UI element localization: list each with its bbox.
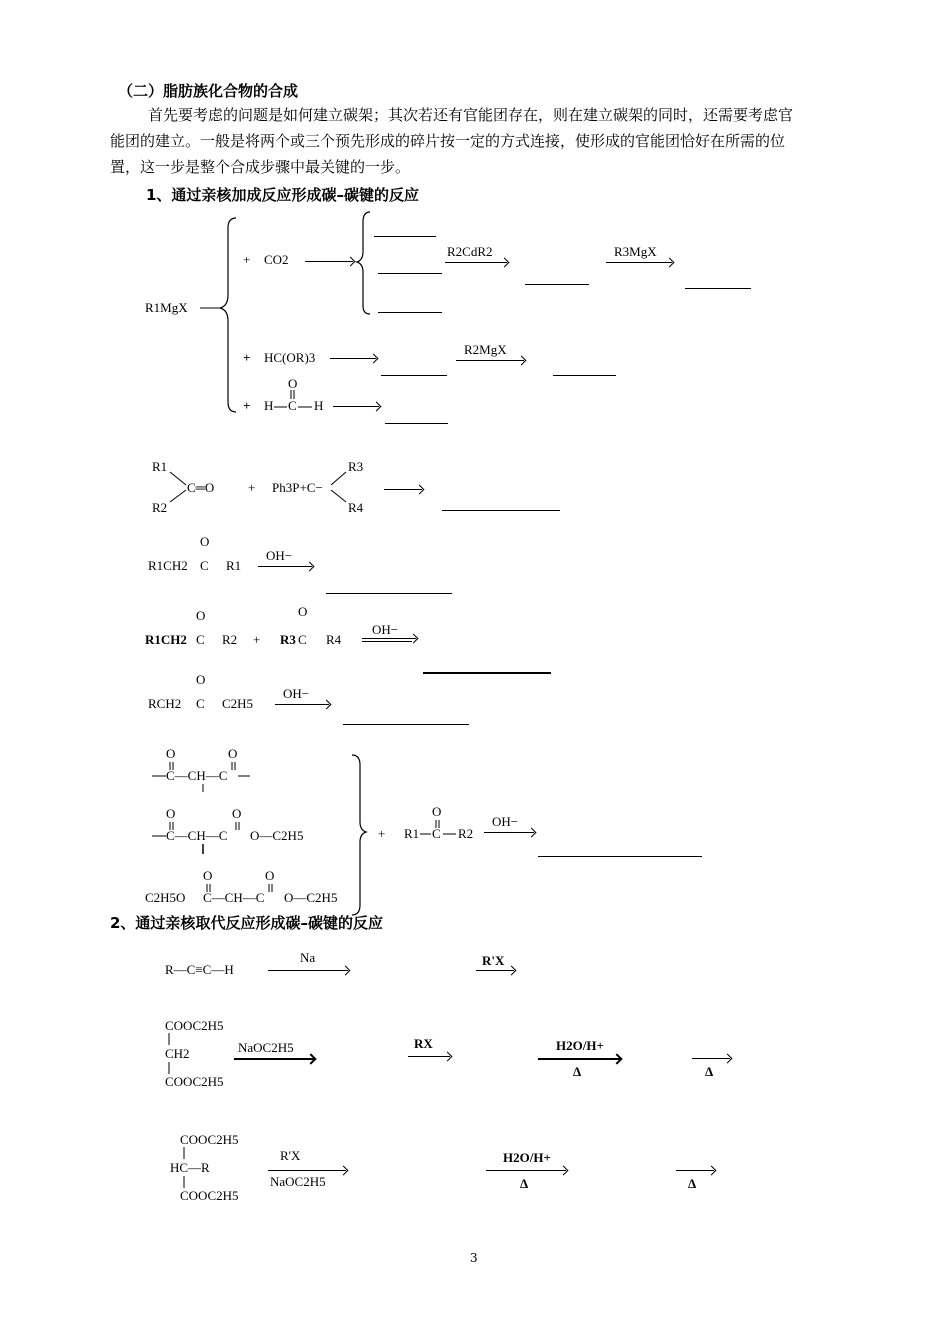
r1mgx-reagent: R1MgX <box>145 300 188 315</box>
malonic2-cond-base: NaOC2H5 <box>270 1174 326 1189</box>
methylene-row3-mid: C—CH—C <box>203 890 265 905</box>
malonic1-cond-base: NaOC2H5 <box>238 1040 294 1055</box>
reagent-r2cdr2: R2CdR2 <box>447 244 493 259</box>
aldol3-condition: OH− <box>283 686 310 701</box>
svg-text:O: O <box>166 746 176 761</box>
svg-text:O: O <box>232 806 242 821</box>
formaldehyde-h-right: H <box>314 398 324 413</box>
aldol3-right: C2H5 <box>222 696 254 711</box>
svg-text:O: O <box>265 868 275 883</box>
reaction-arrow <box>676 1170 714 1171</box>
plus-sign: + <box>253 632 261 647</box>
wittig-ylide: Ph3P+C− <box>272 480 323 495</box>
malonic1-mid: CH2 <box>165 1046 190 1061</box>
svg-text:O: O <box>228 746 238 761</box>
formaldehyde-o: O <box>288 376 298 391</box>
ketone-r1: R1 <box>404 826 420 841</box>
plus-sign: + <box>243 398 251 413</box>
methylene-row2-right: O—C2H5 <box>250 828 304 843</box>
intro-line-3: 置，这一步是整个合成步骤中最关键的一步。 <box>110 158 411 176</box>
malonic2-cond-rx: R'X <box>280 1148 301 1163</box>
aldol3-carbon: C <box>196 696 205 711</box>
malonic2-cond-hydrolysis: H2O/H+ <box>503 1150 551 1165</box>
methylene-row3-left: C2H5O <box>145 890 186 905</box>
aldol2-carbon2: C <box>298 632 307 647</box>
aldol2-condition: OH− <box>372 622 399 637</box>
svg-text:O: O <box>203 868 213 883</box>
alkyne-formula: R—C≡C—H <box>165 962 234 977</box>
co2-label: CO2 <box>264 252 289 267</box>
aldol1-left: R1CH2 <box>148 558 188 573</box>
ketone-carbon: C <box>432 826 441 841</box>
aldol3-oxygen: O <box>196 672 206 687</box>
methylene-condition: OH− <box>492 814 519 829</box>
alkyne-condition-na: Na <box>300 950 316 965</box>
methylene-row3-right: O—C2H5 <box>284 890 338 905</box>
aldol2-right2: R4 <box>326 632 342 647</box>
malonic1-bot: COOC2H5 <box>165 1074 224 1089</box>
aldol2-left: R1CH2 <box>145 632 187 647</box>
wittig-r1: R1 <box>152 459 168 474</box>
malonic1-top: COOC2H5 <box>165 1018 224 1033</box>
section-title: （二）脂肪族化合物的合成 <box>118 82 299 100</box>
malonic1-cond-hydrolysis: H2O/H+ <box>556 1038 604 1053</box>
aldol1-carbon: C <box>200 558 209 573</box>
malonic2-bot: COOC2H5 <box>180 1188 239 1203</box>
malonic2-heat: Δ <box>520 1176 529 1191</box>
malonic2-heat-2: Δ <box>688 1176 697 1191</box>
aldol3-left: RCH2 <box>148 696 182 711</box>
aldol2-right: R2 <box>222 632 238 647</box>
malonic2-top: COOC2H5 <box>180 1132 239 1147</box>
aldol1-right: R1 <box>226 558 242 573</box>
wittig-r3: R3 <box>348 459 364 474</box>
wittig-r4: R4 <box>348 500 364 515</box>
plus-sign: + <box>243 350 251 365</box>
aldol1-oxygen: O <box>200 534 210 549</box>
plus-sign: + <box>248 480 256 495</box>
page-number: 3 <box>470 1251 478 1265</box>
intro-line-1: 首先要考虑的问题是如何建立碳架；其次若还有官能团存在，则在建立碳架的同时，还需要考虑官 <box>148 106 794 124</box>
heading-nucleophilic-addition: 1、通过亲核加成反应形成碳–碳键的反应 <box>146 186 419 204</box>
plus-sign: + <box>243 252 251 267</box>
reaction-arrow <box>486 1170 566 1171</box>
aldol2-left2: R3 <box>280 632 296 647</box>
methylene-row2-left: C—CH—C <box>166 828 228 843</box>
intro-line-2: 能团的建立。一般是将两个或三个预先形成的碎片按一定的方式连接，使形成的官能团恰好在所需的位 <box>110 132 786 150</box>
wittig-carbonyl: C═O <box>187 480 215 495</box>
ketone-r2: R2 <box>458 826 474 841</box>
reagent-r2mgx: R2MgX <box>464 342 507 357</box>
wittig-r2: R2 <box>152 500 168 515</box>
svg-text:O: O <box>166 806 176 821</box>
aldol1-condition: OH− <box>266 548 293 563</box>
aldol2-oxygen: O <box>196 608 206 623</box>
malonic1-heat: Δ <box>573 1064 582 1079</box>
alkyne-condition-rx: R'X <box>482 953 505 968</box>
malonic2-mid: HC—R <box>170 1160 210 1175</box>
formaldehyde-h-left: H <box>264 398 274 413</box>
heading-nucleophilic-substitution: 2、通过亲核取代反应形成碳–碳键的反应 <box>110 914 383 932</box>
malonic1-heat-2: Δ <box>705 1064 714 1079</box>
reaction-arrow <box>268 1170 346 1171</box>
aldol2-carbon: C <box>196 632 205 647</box>
svg-text:O: O <box>432 804 442 819</box>
plus-sign: + <box>378 826 386 841</box>
aldol2-oxygen2: O <box>298 604 308 619</box>
orthoformate-label: HC(OR)3 <box>264 350 316 365</box>
methylene-row1: C—CH—C <box>166 768 228 783</box>
formaldehyde-c: C <box>288 398 297 413</box>
malonic1-cond-rx: RX <box>414 1036 433 1051</box>
reagent-r3mgx: R3MgX <box>614 244 657 259</box>
